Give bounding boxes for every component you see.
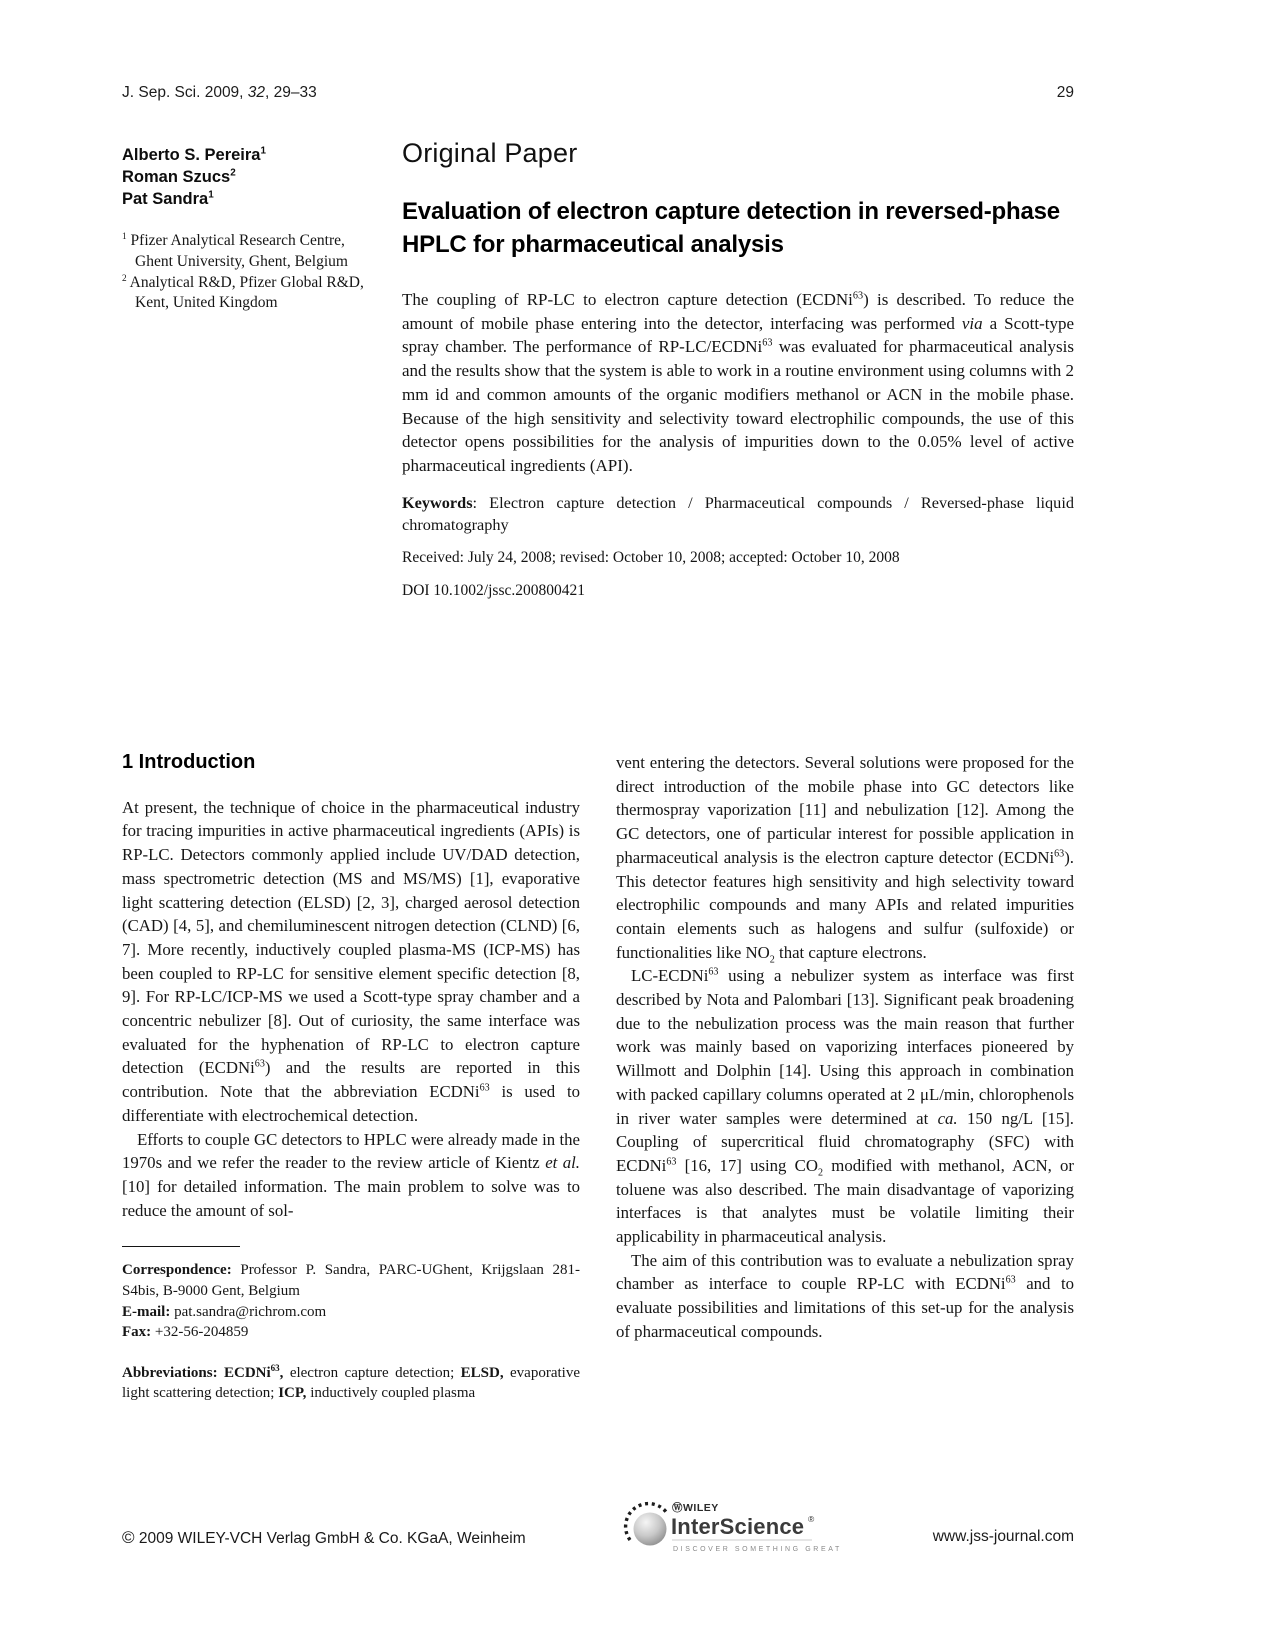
wiley-interscience-logo [622, 1494, 844, 1563]
body-columns [122, 751, 1074, 1404]
author-block [122, 144, 392, 210]
author-name: Pat Sandra$^1$ [122, 189, 214, 208]
wiley-wordmark: ⓌWILEY [672, 1502, 719, 1514]
author-name: Alberto S. Pereira$^1$ [122, 145, 266, 164]
body-paragraph: At present, the technique of choice in the pharmaceutical industry for tracing impurities in active pharmaceutical ingredients (APIs) is RP-LC. Detectors commonly applied include UV/DAD detection, mass spectrometric detection (MS and MS/MS) [1], evaporative light scattering detection (ELSD) [2, 3], charged aerosol detection (CAD) [4, 5], and chemiluminescent nitrogen detection (CLND) [6, 7]. More recently, inductively coupled plasma-MS (ICP-MS) has been coupled to RP-LC for sensitive element specific detection [8, 9]. For RP-LC/ICP-MS we used a Scott-type spray chamber and a concentric nebulizer [8]. Out of curiosity, the same interface was evaluated for the hyphenation of RP-LC to electron capture detection (ECDNi$^{63}$) and the results are reported in this contribution. Note that the abbreviation ECDNi$^{63}$ is used to differentiate with electrochemical detection. [122, 797, 580, 1125]
copyright-icon: © [122, 1528, 135, 1547]
abstract: The coupling of RP-LC to electron capture detection (ECDNi$^{63}$) is described. To reduce the amount of mobile phase entering into the detector, interfacing was performed via a Scott-type spray chamber. The performance of RP-LC/ECDNi$^{63}$ was evaluated for pharmaceutical analysis and the results show that the system is able to work in a routine environment using columns with 2 mm id and common amounts of the organic modifiers methanol or ACN in the mobile phase. Because of the high sensitivity and selectivity toward electrophilic compounds, the use of this detector opens possibilities for the analysis of impurities down to the 0.05% level of active pharmaceutical ingredients (API). [402, 290, 1075, 475]
footnote-block [122, 1246, 580, 1404]
body-paragraph: Efforts to couple GC detectors to HPLC were already made in the 1970s and we refer the reader to the review article of Kientz et al. [10] for detailed information. The main problem to solve was to reduce the amount of sol- [122, 1129, 580, 1220]
registered-mark: ® [808, 1514, 815, 1524]
left-column [122, 751, 580, 1404]
body-paragraph: The aim of this contribution was to evaluate a nebulization spray chamber as interface to couple RP-LC with ECDNi$^{63}$ and to evaluate possibilities and limitations of this set-up for the analysis of pharmaceutical compounds. [616, 1250, 1074, 1341]
affiliation: $^2$ Analytical R&D, Pfizer Global R&D, Kent, United Kingdom [122, 273, 364, 312]
interscience-tagline: DISCOVER SOMETHING GREAT [673, 1546, 842, 1553]
right-column [616, 751, 1074, 1404]
abbreviations-note: Abbreviations: ECDNi$^{63}$, electron capture detection; ELSD, evaporative light scattering detection; ICP, inductively coupled plasma [122, 1362, 580, 1402]
article-head [402, 138, 1074, 600]
article-type-label: Original Paper [402, 138, 578, 168]
author-name: Roman Szucs$^2$ [122, 167, 236, 186]
article-title: Evaluation of electron capture detection in reversed-phase HPLC for pharmaceutical analysis [402, 198, 1060, 258]
journal-reference: J. Sep. Sci. 2009, 32, 29–33 [122, 84, 317, 101]
doi: DOI 10.1002/jssc.200800421 [402, 581, 585, 599]
body-paragraph: vent entering the detectors. Several solutions were proposed for the direct introduction of the mobile phase into GC detectors like thermospray vaporization [11] and nebulization [12]. Among the GC detectors, one of particular interest for possible application in pharmaceutical analysis is the electron capture detector (ECDNi$^{63}$). This detector features high sensitivity and high selectivity toward electrophilic compounds and many APIs and related impurities contain elements such as halogens and sulfur (sulfoxide) or functionalities like $NO_2$ that capture electrons. [616, 753, 1074, 965]
interscience-logo-graphic [622, 1494, 844, 1558]
section-heading-introduction: 1 Introduction [122, 751, 256, 773]
body-paragraph: LC-ECDNi$^{63}$ using a nebulizer system as interface was first described by Nota and Palombari [13]. Significant peak broadening due to the nebulization process was the main reason that further work was mainly based on vaporizing interfaces pioneered by Willmott and Dolphin [14]. Using this approach in combination with packed capillary columns operated at 2 μL/min, chlorophenols in river water samples were determined at ca. 150 ng/L [15]. Coupling of supercritical fluid chromatography (SFC) with ECDNi$^{63}$ [16, 17] using $CO_2$ modified with methanol, ACN, or toluene was also described. The main disadvantage of vaporizing interfaces is that analytes must be volatile limiting their applicability in pharmaceutical analysis. [616, 966, 1074, 1247]
copyright-notice: © 2009 WILEY-VCH Verlag GmbH & Co. KGaA, Weinheim [122, 1528, 526, 1547]
page-footer [122, 1492, 1074, 1582]
received-dates: Received: July 24, 2008; revised: October 10, 2008; accepted: October 10, 2008 [402, 548, 900, 566]
affiliation: $^1$ Pfizer Analytical Research Centre, Ghent University, Ghent, Belgium [122, 231, 348, 270]
keywords: Keywords: Electron capture detection / Pharmaceutical compounds / Reversed-phase liquid chromatography [402, 492, 1074, 534]
correspondence-note: Correspondence: Professor P. Sandra, PARC-UGhent, Krijgslaan 281-S4bis, B-9000 Gent, Belgium E-mail: pat.sandra@richrom.com Fax: +32-56-204859 [122, 1262, 580, 1341]
page-number: 29 [1056, 84, 1074, 101]
journal-website: www.jss-journal.com [932, 1528, 1074, 1545]
sphere-icon [634, 1513, 667, 1546]
interscience-wordmark: InterScience [671, 1514, 805, 1539]
affiliation-block [122, 231, 378, 314]
footnote-rule [122, 1246, 240, 1247]
running-head [122, 84, 1074, 102]
